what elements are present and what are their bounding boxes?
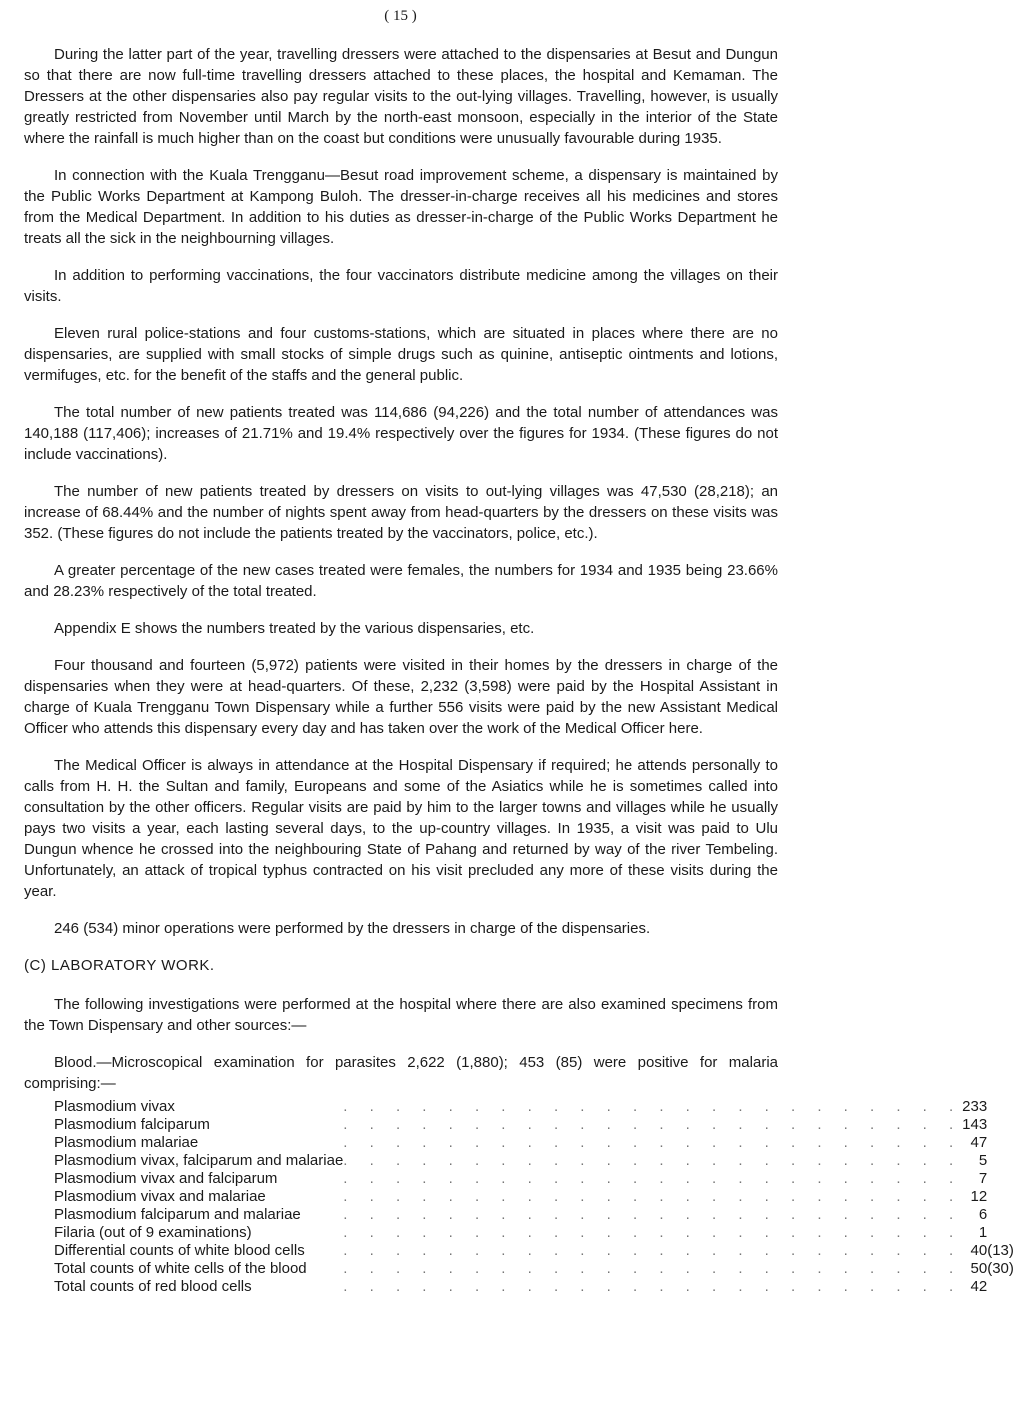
result-previous (987, 1224, 1014, 1242)
result-value: 7 (978, 1170, 988, 1187)
dot-leader: . . . . . . . . . . . . . . . . . . . . . . . . (343, 1170, 963, 1187)
table-row (54, 1278, 1014, 1296)
result-label: Filaria (out of 9 examinations) (54, 1224, 252, 1241)
result-label: Differential counts of white blood cells (54, 1242, 305, 1259)
result-label: Plasmodium vivax (54, 1098, 175, 1115)
paragraph-minor-operations: 246 (534) minor operations were performed by the dressers in charge of the dispensaries. (54, 920, 651, 937)
result-value: 40 (970, 1242, 988, 1259)
result-label: Total counts of red blood cells (54, 1278, 252, 1295)
table-row (54, 1170, 1014, 1188)
result-previous (987, 1152, 1014, 1170)
result-previous (987, 1278, 1014, 1296)
result-label: Plasmodium vivax and falciparum (54, 1170, 278, 1187)
result-label: Plasmodium falciparum and malariae (54, 1206, 301, 1223)
dot-leader: . . . . . . . . . . . . . . . . . . . . . . . . (343, 1188, 963, 1205)
paragraph-appendix: Appendix E shows the numbers treated by the various dispensaries, etc. (54, 620, 535, 637)
result-value: 12 (970, 1188, 988, 1205)
paragraph-village-visits: The number of new patients treated by dressers on visits to out-lying villages was 47,530 (28,218); an increase of 68.44% and the number of nights spent away from head-quarters by the dressers on these visits was 352. (These figures do not include the patients treated by the vaccinators, police, etc.). (24, 483, 778, 542)
paragraph-medical-officer: The Medical Officer is always in attendance at the Hospital Dispensary if required; he attends personally to calls from H. H. the Sultan and family, Europeans and some of the Asiatics while he is sometimes called into consultation by the other officers. Regular visits are paid by him to the larger towns and villages while he usually pays two visits a year, each lasting several days, to the up-country villages. In 1935, a visit was paid to Ulu Dungun whence he crossed into the neighbouring State of Pahang and returned by way of the river Tembeling. Unfortunately, an attack of tropical typhus contracted on his visit precluded any more of these visits during the year. (24, 757, 778, 900)
section-intro: The following investigations were performed at the hospital where there are also examined specimens from the Town Dispensary and other sources:— (24, 996, 778, 1034)
table-row (54, 1134, 1014, 1152)
table-row (54, 1206, 1014, 1224)
result-previous: (30) (987, 1260, 1014, 1277)
blood-intro: Blood.—Microscopical examination for parasites 2,622 (1,880); 453 (85) were positive for malaria comprising:— (24, 1054, 778, 1092)
table-row (54, 1224, 1014, 1242)
dot-leader: . . . . . . . . . . . . . . . . . . . . . . . . (343, 1098, 963, 1115)
paragraph-police-stations: Eleven rural police-stations and four customs-stations, which are situated in places where there are no dispensaries, are supplied with small stocks of simple drugs such as quinine, antiseptic ointments and lotions, vermifuges, etc. for the benefit of the staffs and the general public. (24, 325, 778, 384)
result-previous (987, 1098, 1014, 1116)
table-row (54, 1152, 1014, 1170)
result-label: Plasmodium malariae (54, 1134, 199, 1151)
table-row (54, 1242, 1014, 1260)
page-number: ( 15 ) (384, 8, 417, 24)
lab-results-table (54, 1098, 1014, 1296)
result-value: 6 (978, 1206, 988, 1223)
result-label: Plasmodium vivax, falciparum and malariae (54, 1152, 344, 1169)
result-previous (987, 1206, 1014, 1224)
result-label: Plasmodium vivax and malariae (54, 1188, 266, 1205)
result-value: 143 (962, 1116, 988, 1133)
result-value: 47 (970, 1134, 988, 1151)
dot-leader: . . . . . . . . . . . . . . . . . . . . . . . . (343, 1206, 963, 1223)
result-previous (987, 1188, 1014, 1206)
dot-leader: . . . . . . . . . . . . . . . . . . . . . . . . (343, 1134, 963, 1151)
dot-leader: . . . . . . . . . . . . . . . . . . . . . . . . (343, 1260, 963, 1277)
table-row (54, 1116, 1014, 1134)
result-value: 42 (970, 1278, 988, 1295)
paragraph-road-dispensary: In connection with the Kuala Trengganu—Besut road improvement scheme, a dispensary is maintained by the Public Works Department at Kampong Buloh. The dresser-in-charge receives all his medicines and stores from the Medical Department. In addition to his duties as dresser-in-charge of the Public Works Department he treats all the sick in the neighbourning villages. (24, 167, 778, 247)
dot-leader: . . . . . . . . . . . . . . . . . . . . . . . . (343, 1224, 963, 1241)
page-body (24, 44, 1014, 1296)
dot-leader: . . . . . . . . . . . . . . . . . . . . . . . . (343, 1152, 963, 1169)
paragraph-vaccinators: In addition to performing vaccinations, the four vaccinators distribute medicine among the villages on their visits. (24, 267, 778, 305)
dot-leader: . . . . . . . . . . . . . . . . . . . . . . . . (343, 1242, 963, 1259)
result-previous (987, 1116, 1014, 1134)
dot-leader: . . . . . . . . . . . . . . . . . . . . . . . . (343, 1278, 963, 1295)
table-row (54, 1260, 1014, 1278)
result-previous: (13) (987, 1242, 1014, 1259)
result-value: 1 (978, 1224, 988, 1241)
paragraph-travelling-dressers: During the latter part of the year, travelling dressers were attached to the dispensaries at Besut and Dungun so that there are now full-time travelling dressers attached to these places, the hospital and Kemaman. The Dressers at the other dispensaries also pay regular visits to the out-lying villages. Travelling, however, is usually greatly restricted from November until March by the north-east monsoon, especially in the interior of the State where the rainfall is much higher than on the coast but conditions were unusually favourable during 1935. (24, 46, 778, 147)
result-value: 5 (978, 1152, 988, 1169)
result-value: 233 (962, 1098, 988, 1115)
result-value: 50 (970, 1260, 988, 1277)
dot-leader: . . . . . . . . . . . . . . . . . . . . . . . . (343, 1116, 963, 1133)
table-row (54, 1188, 1014, 1206)
result-label: Total counts of white cells of the blood (54, 1260, 307, 1277)
section-heading: (C) LABORATORY WORK. (24, 957, 215, 974)
paragraph-total-patients: The total number of new patients treated was 114,686 (94,226) and the total number of attendances was 140,188 (117,406); increases of 21.71% and 19.4% respectively over the figures for 1934. (These figures do not include vaccinations). (24, 404, 778, 463)
paragraph-home-visits: Four thousand and fourteen (5,972) patients were visited in their homes by the dressers in charge of the dispensaries when they were at head-quarters. Of these, 2,232 (3,598) were paid by the Hospital Assistant in charge of Kuala Trengganu Town Dispensary while a further 556 visits were paid by the new Assistant Medical Officer who attends this dispensary every day and has taken over the work of the Medical Officer here. (24, 657, 778, 737)
result-previous (987, 1134, 1014, 1152)
result-previous (987, 1170, 1014, 1188)
table-row (54, 1098, 1014, 1116)
paragraph-females: A greater percentage of the new cases treated were females, the numbers for 1934 and 1935 being 23.66% and 28.23% respectively of the total treated. (24, 562, 778, 600)
result-label: Plasmodium falciparum (54, 1116, 210, 1133)
